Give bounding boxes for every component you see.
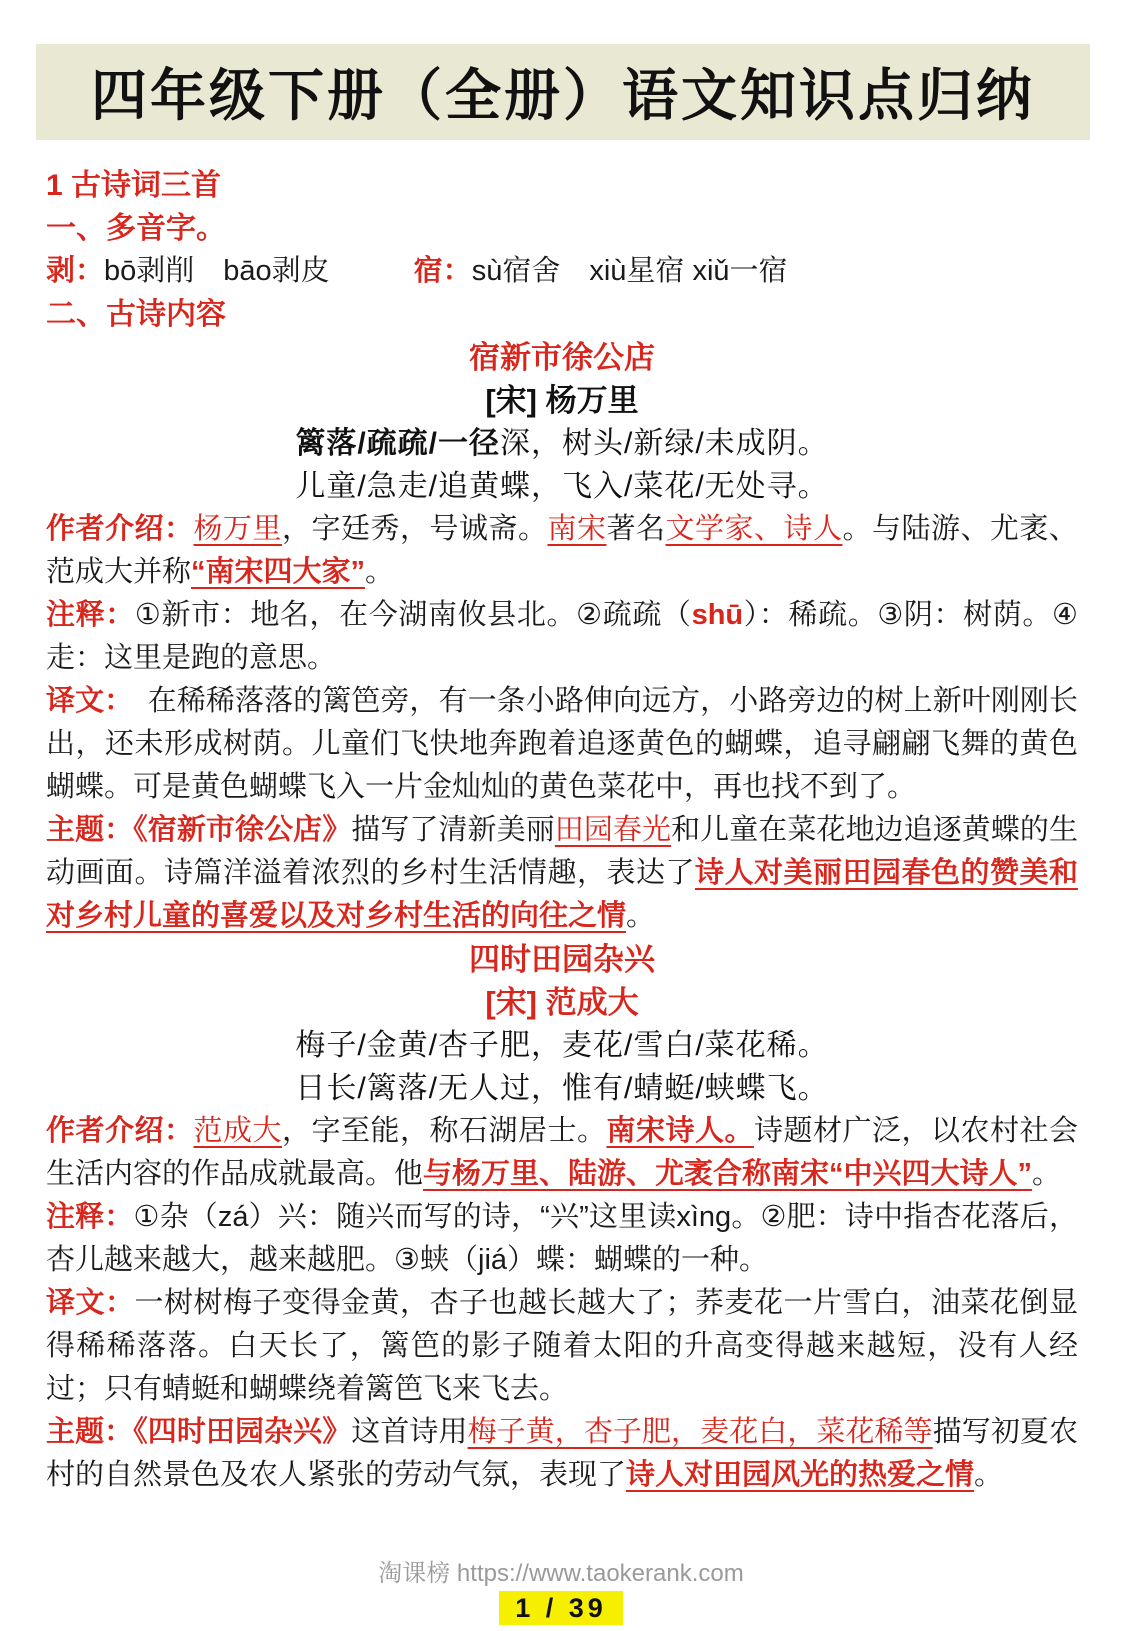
text-segment: 译文： <box>46 1287 135 1319</box>
text-segment: 。 <box>974 1459 1004 1491</box>
text-segment: 主题：《四时田园杂兴》 <box>46 1416 352 1448</box>
poem2-line1: 梅子/金黄/杏子肥，麦花/雪白/菜花稀。 <box>295 1029 829 1062</box>
text-segment: 作者介绍： <box>46 1115 194 1147</box>
text-segment: 描写了清新美丽 <box>351 814 555 846</box>
text-segment: 注释： <box>46 1201 134 1233</box>
poem2-author-intro-paragraph <box>46 1110 1078 1196</box>
text-segment: 著名 <box>606 513 666 545</box>
poem1-theme-paragraph <box>46 809 1078 938</box>
text-segment: 主题：《宿新市徐公店》 <box>46 814 352 846</box>
poem2-title: 四时田园杂兴 <box>469 942 655 977</box>
text-segment: 这首诗用 <box>351 1416 468 1448</box>
poem1-title: 宿新市徐公店 <box>469 340 655 375</box>
lesson-heading: 1 古诗词三首 <box>46 169 222 202</box>
duoyinzi-char-bo: 剥： <box>46 255 105 287</box>
text-segment: 南宋 <box>547 513 607 545</box>
text-segment: 和儿童在菜花地边追逐黄蝶的生动画面。诗篇洋溢着浓烈的乡村生活情趣，表达了 <box>46 814 1078 889</box>
text-segment: 诗题材广泛，以农村社会生活内容的作品成就最高。他 <box>46 1115 1078 1190</box>
text-segment: 南宋诗人。 <box>606 1115 754 1147</box>
poem1-author-intro-paragraph <box>46 508 1078 594</box>
poem2-translation-paragraph <box>46 1282 1078 1411</box>
text-segment: ）：稀疏。③阴：树荫。④走：这里是跑的意思。 <box>46 599 1079 674</box>
text-segment: ，字至能，称石湖居士。 <box>282 1115 607 1147</box>
poem2-theme-paragraph <box>46 1411 1078 1497</box>
text-segment: 田园春光 <box>554 814 672 846</box>
text-segment: ①新市：地名，在今湖南攸县北。②疏疏（ <box>134 599 692 631</box>
text-segment: 描写初夏农村的自然景色及农人紧张的劳动气氛，表现了 <box>46 1416 1078 1491</box>
page-title: 四年级下册（全册）语文知识点归纳 <box>91 66 1035 128</box>
text-segment: 文学家、诗人 <box>665 513 843 545</box>
text-segment: 杨万里 <box>193 513 282 545</box>
text-segment: 一树树梅子变得金黄，杏子也越长越大了；荞麦花一片雪白，油菜花倒显得稀稀落落。白天长了，篱笆的影子随着太阳的升高变得越来越短，没有人经过；只有蜻蜓和蝴蝶绕着篱笆飞来飞去。 <box>46 1287 1078 1405</box>
duoyinzi-line <box>46 250 1078 293</box>
poem1-line2: 儿童/急走/追黄蝶，飞入/菜花/无处寻。 <box>295 470 829 503</box>
text-segment: “南宋四大家” <box>191 556 366 588</box>
duoyinzi-heading: 一、多音字。 <box>46 212 226 245</box>
duoyinzi-readings-bo: bō剥削 bāo剥皮 <box>104 255 330 287</box>
poem2-author: [宋] 范成大 <box>485 985 639 1020</box>
text-segment: 注释： <box>46 599 135 631</box>
poem2-line2: 日长/篱落/无人过，惟有/蜻蜓/蛱蝶飞。 <box>295 1072 829 1105</box>
poem1-author: [宋] 杨万里 <box>485 383 639 418</box>
document-body <box>46 164 1078 1497</box>
text-segment: 诗人对田园风光的热爱之情 <box>626 1459 975 1491</box>
poem1-line1 <box>46 422 1078 465</box>
duoyinzi-char-su: 宿： <box>413 255 472 287</box>
text-segment: ①杂（zá）兴：随兴而写的诗，“兴”这里读xìng。②肥：诗中指杏花落后，杏儿越来越大，越来越肥。③蛱（jiá）蝶：蝴蝶的一种。 <box>46 1201 1078 1276</box>
page-footer <box>0 1559 1122 1625</box>
text-segment: 译文： <box>46 685 119 717</box>
text-segment: ，字廷秀，号诚斋。 <box>281 513 548 545</box>
text-segment: 梅子黄，杏子肥，麦花白，菜花稀等 <box>467 1416 933 1448</box>
text-segment: 诗人对美丽田园春色的赞美和对乡村儿童的喜爱以及对乡村生活的向往之情 <box>46 857 1078 932</box>
text-segment: shū <box>691 599 744 631</box>
footer-site-url: 淘课榜 https://www.taokerank.com <box>378 1560 744 1587</box>
poem1-notes-paragraph <box>46 594 1078 680</box>
text-segment: 与杨万里、陆游、尤袤合称南宋“中兴四大诗人” <box>423 1158 1033 1190</box>
title-banner <box>36 44 1090 140</box>
text-segment: 。与陆游、尤袤、范成大并称 <box>46 513 1078 588</box>
page-number-badge: 1 / 39 <box>499 1591 623 1625</box>
text-segment: 篱落/疏疏/一径 <box>295 427 500 460</box>
text-segment: 。 <box>1032 1158 1062 1190</box>
poem1-translation-paragraph <box>46 680 1078 809</box>
text-segment: 作者介绍： <box>46 513 194 545</box>
poem2-notes-paragraph <box>46 1196 1078 1282</box>
text-segment: 。 <box>365 556 395 588</box>
text-segment: 范成大 <box>193 1115 282 1147</box>
gushi-heading: 二、古诗内容 <box>46 298 226 331</box>
duoyinzi-readings-su: sù宿舍 xiù星宿 xiǔ一宿 <box>471 255 788 287</box>
text-segment: 深，树头/新绿/未成阴。 <box>500 427 829 460</box>
text-segment: 在稀稀落落的篱笆旁，有一条小路伸向远方，小路旁边的树上新叶刚刚长出，还未形成树荫。儿童们飞快地奔跑着追逐黄色的蝴蝶，追寻翩翩飞舞的黄色蝴蝶。可是黄色蝴蝶飞入一片金灿灿的黄色菜花中，再也找不到了。 <box>46 685 1078 803</box>
text-segment: 。 <box>626 900 656 932</box>
